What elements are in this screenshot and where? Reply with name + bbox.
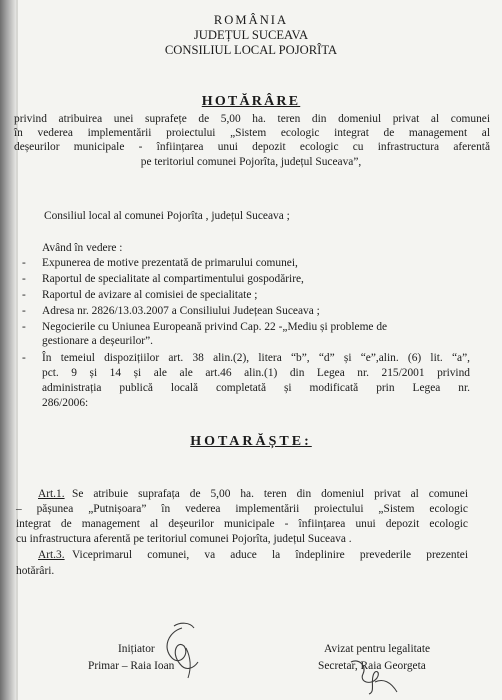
header-country: ROMÂNIA bbox=[213, 13, 289, 27]
header-council: CONSILIUL LOCAL POJORÎTA bbox=[164, 43, 338, 57]
article-3-label: Art.3. bbox=[38, 549, 65, 561]
article-1-line-4: cu infrastructura aferentă pe teritoriul comunei Pojorîta, județul Suceava . bbox=[16, 533, 352, 545]
consideration-4: Adresa nr. 2826/13.03.2007 a Consiliului Județean Suceava ; bbox=[42, 305, 320, 317]
article-1-line-1: Se atribuie suprafața de 5,00 ha. teren din domeniul privat al comunei bbox=[72, 488, 468, 500]
issuer-text: Consiliul local al comunei Pojorîta , județul Suceava ; bbox=[44, 210, 290, 222]
article-1-line-2: – pășunea „Putnișoara” în vederea implementării proiectului „Sistem ecologic bbox=[16, 503, 468, 515]
decision-title: HOTARĂȘTE: bbox=[190, 434, 312, 449]
signature-left-role: Inițiator bbox=[118, 643, 155, 655]
consideration-2: Raportul de specialitate al compartimentului gospodărire, bbox=[42, 273, 304, 285]
consideration-6-line-4: 286/2006: bbox=[42, 397, 89, 409]
bullet-6: - bbox=[22, 352, 26, 364]
consideration-6-line-2: pct. 9 și 14 și ale ale art.46 alin.(1) din Legea nr. 215/2001 privind bbox=[42, 367, 470, 379]
bullet-1: - bbox=[22, 257, 26, 269]
article-3-line-2: hotărâri. bbox=[16, 565, 55, 577]
consideration-6-line-3: administrația publică locală completată și modificată prin Legea nr. bbox=[42, 382, 470, 394]
subject-line-4: pe teritoriul comunei Pojorîta, județul Suceava”, bbox=[140, 156, 362, 168]
subject-line-2: în vederea implementării proiectului „Sistem ecologic integrat de management al bbox=[14, 127, 490, 139]
header-county: JUDEȚUL SUCEAVA bbox=[193, 28, 309, 42]
article-1-line-3: integrat de management al deșeurilor municipale - înființarea unui depozit ecologic bbox=[16, 518, 468, 530]
bullet-3: - bbox=[22, 289, 26, 301]
article-3-line-1: Viceprimarul comunei, va aduce la îndeplinire prevederile prezentei bbox=[72, 549, 468, 561]
article-1-label: Art.1. bbox=[38, 488, 65, 500]
signature-right-role: Avizat pentru legalitate bbox=[324, 643, 431, 655]
doc-title: HOTĂRÂRE bbox=[201, 94, 301, 109]
handwritten-signature-left bbox=[150, 618, 220, 688]
subject-line-1: privind atribuirea unei suprafețe de 5,00 ha. teren din domeniul privat al comunei bbox=[14, 113, 490, 125]
subject-line-3: deșeurilor municipale - înființarea unui depozit ecologic cu infrastructura aferentă bbox=[14, 141, 490, 153]
considering-intro: Având în vedere : bbox=[42, 242, 123, 254]
bullet-2: - bbox=[22, 273, 26, 285]
bullet-5: - bbox=[22, 321, 26, 333]
consideration-5-line-2: gestionare a deșeurilor”. bbox=[42, 335, 154, 347]
signature-left-name: Primar – Raia Ioan bbox=[88, 660, 175, 672]
signature-right-name: Secretar, Raia Georgeta bbox=[318, 660, 426, 672]
consideration-5-line-1: Negocierile cu Uniunea Europeană privind Cap. 22 -„Mediu și probleme de bbox=[42, 321, 388, 333]
handwritten-signature-right bbox=[345, 652, 405, 696]
consideration-1: Expunerea de motive prezentată de primarului comunei, bbox=[42, 257, 298, 269]
bullet-4: - bbox=[22, 305, 26, 317]
consideration-3: Raportul de avizare al comisiei de specialitate ; bbox=[42, 289, 258, 301]
consideration-6-line-1: În temeiul dispozițiilor art. 38 alin.(2), litera “b”, “d” și “e”,alin. (6) lit. “a”, bbox=[42, 352, 470, 364]
